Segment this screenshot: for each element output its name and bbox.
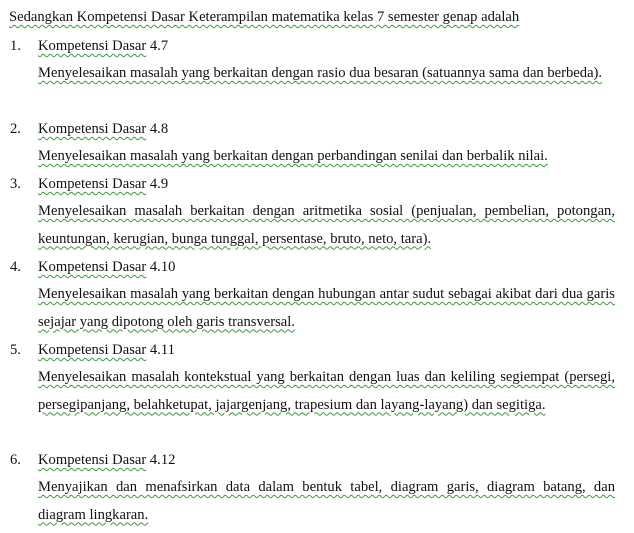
kd-label: Kompetensi Dasar	[38, 342, 147, 358]
kd-code: 4.7	[149, 38, 169, 54]
kd-description	[38, 198, 615, 253]
item-number: 3.	[10, 176, 21, 192]
item-number: 5.	[10, 342, 21, 358]
kd-heading	[38, 340, 175, 360]
kd-code: 4.9	[149, 176, 169, 192]
kd-label: Kompetensi Dasar	[38, 259, 147, 275]
kd-description-text: Menyelesaikan masalah yang berkaitan dengan hubungan antar sudut sebagai akibat dari dua garis sejajar yang dipotong oleh garis transversal.	[38, 286, 615, 330]
kd-heading	[38, 450, 175, 470]
kd-description-text: Menyelesaikan masalah berkaitan dengan aritmetika sosial (penjualan, pembelian, potongan, keuntungan, kerugian, bunga tunggal, persentase, bruto, neto, tara).	[38, 203, 615, 247]
kd-description	[38, 474, 615, 529]
kd-heading	[38, 119, 168, 139]
kd-description-text: Menyelesaikan masalah yang berkaitan dengan perbandingan senilai dan berbalik nilai.	[38, 148, 548, 164]
kd-description	[38, 60, 615, 88]
item-number: 2.	[10, 121, 21, 137]
kd-description-text: Menyelesaikan masalah kontekstual yang berkaitan dengan luas dan keliling segiempat (persegi, persegipanjang, belahketupat, jajargenjang, trapesium dan layang-layang) dan segitiga.	[38, 369, 615, 413]
kd-description	[38, 364, 615, 419]
kd-description-text: Menyelesaikan masalah yang berkaitan dengan rasio dua besaran (satuannya sama dan berbeda).	[38, 65, 603, 81]
kd-code: 4.10	[149, 259, 176, 275]
kd-description	[38, 281, 615, 336]
item-number: 4.	[10, 259, 21, 275]
kd-label: Kompetensi Dasar	[38, 38, 147, 54]
kd-label: Kompetensi Dasar	[38, 121, 147, 137]
kd-description-text: Menyajikan dan menafsirkan data dalam bentuk tabel, diagram garis, diagram batang, dan diagram lingkaran.	[38, 479, 615, 523]
kd-code: 4.11	[149, 342, 175, 358]
intro-text: Sedangkan Kompetensi Dasar Keterampilan matematika kelas 7 semester genap adalah	[9, 9, 520, 25]
item-number: 1.	[10, 38, 21, 54]
kd-label: Kompetensi Dasar	[38, 452, 147, 468]
kd-heading	[38, 174, 168, 194]
kd-code: 4.12	[149, 452, 176, 468]
kd-heading	[38, 36, 168, 56]
intro-line	[9, 7, 519, 27]
kd-label: Kompetensi Dasar	[38, 176, 147, 192]
kd-description	[38, 143, 615, 171]
item-number: 6.	[10, 452, 21, 468]
kd-heading	[38, 257, 175, 277]
kd-code: 4.8	[149, 121, 169, 137]
